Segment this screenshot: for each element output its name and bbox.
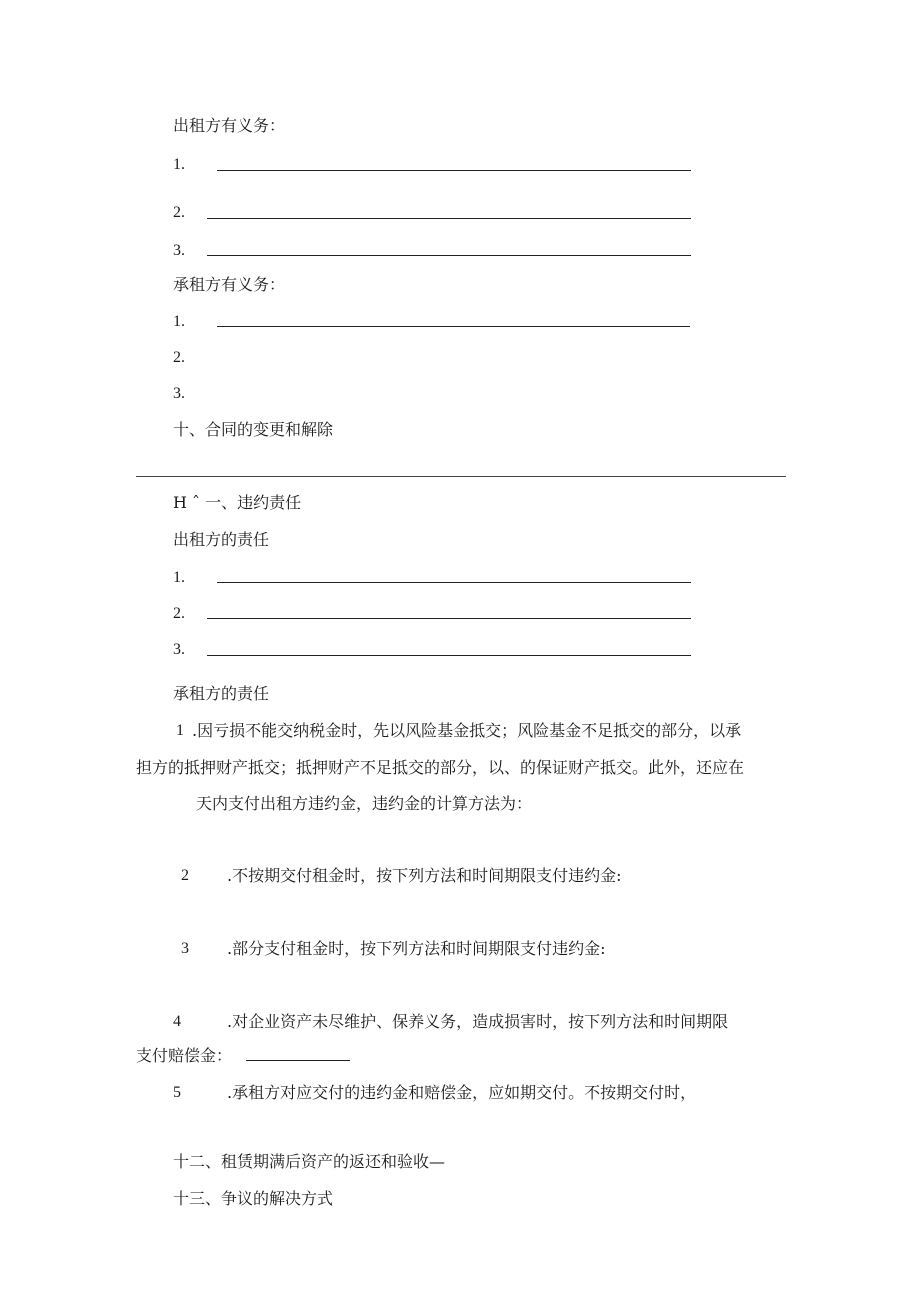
- lessor-liability-1-number: 1.: [173, 569, 185, 586]
- clause-5-text: .承租方对应交付的违约金和赔偿金，应如期交付。不按期交付时，: [227, 1083, 697, 1102]
- lessor-duty-2-blank[interactable]: [207, 218, 691, 219]
- lessee-duty-1-blank[interactable]: [217, 326, 690, 327]
- clause-1-line-3: 天内支付出租方违约金，违约金的计算方法为：: [196, 794, 533, 813]
- lessor-duty-2-number: 2.: [173, 204, 185, 221]
- lessor-duty-3-number: 3.: [173, 242, 185, 259]
- section-12-title: 十二、租赁期满后资产的返还和验收—: [173, 1152, 446, 1171]
- lessee-duty-3-number: 3.: [173, 385, 185, 402]
- clause-4-number: 4: [173, 1013, 181, 1030]
- clause-3-text: .部分支付租金时，按下列方法和时间期限支付违约金:: [227, 939, 606, 958]
- lessee-duties-heading: 承租方有义务：: [173, 275, 286, 294]
- lessor-liability-3-blank[interactable]: [207, 655, 691, 656]
- lessee-duty-2-number: 2.: [173, 349, 185, 366]
- compensation-blank[interactable]: [246, 1060, 350, 1061]
- clause-4-line-1: .对企业资产未尽维护、保养义务，造成损害时，按下列方法和时间期限: [227, 1012, 729, 1031]
- clause-1-line-2: 担方的抵押财产抵交；抵押财产不足抵交的部分，以、的保证财产抵交。此外，还应在: [136, 758, 745, 777]
- lessor-liability-3-number: 3.: [173, 641, 185, 658]
- clause-5-number: 5: [173, 1084, 181, 1101]
- lessor-duty-1-number: 1.: [173, 156, 185, 173]
- lessee-liability-heading: 承租方的责任: [173, 684, 270, 703]
- clause-1-line-1: .因亏损不能交纳税金时，先以风险基金抵交；风险基金不足抵交的部分，以承: [192, 721, 742, 740]
- lessor-duties-heading: 出租方有义务：: [173, 116, 286, 135]
- lessee-duty-1-number: 1.: [173, 313, 185, 330]
- section-13-title: 十三、争议的解决方式: [173, 1189, 334, 1208]
- clause-1-number: 1: [176, 722, 184, 739]
- section-divider: [136, 476, 786, 477]
- lessor-liability-2-blank[interactable]: [207, 618, 691, 619]
- lessor-duty-1-blank[interactable]: [217, 170, 691, 171]
- lessor-liability-heading: 出租方的责任: [173, 530, 270, 549]
- section-11-title: H ˆ 一、违约责任: [173, 493, 302, 512]
- lessor-liability-2-number: 2.: [173, 605, 185, 622]
- clause-3-number: 3: [181, 940, 189, 957]
- lessor-duty-3-blank[interactable]: [207, 255, 691, 256]
- lessor-liability-1-blank[interactable]: [217, 582, 691, 583]
- section-10-title: 十、合同的变更和解除: [173, 420, 334, 439]
- clause-2-number: 2: [181, 867, 189, 884]
- clause-2-text: .不按期交付租金时，按下列方法和时间期限支付违约金:: [227, 866, 622, 885]
- clause-4-line-2: 支付赔偿金：: [136, 1046, 233, 1065]
